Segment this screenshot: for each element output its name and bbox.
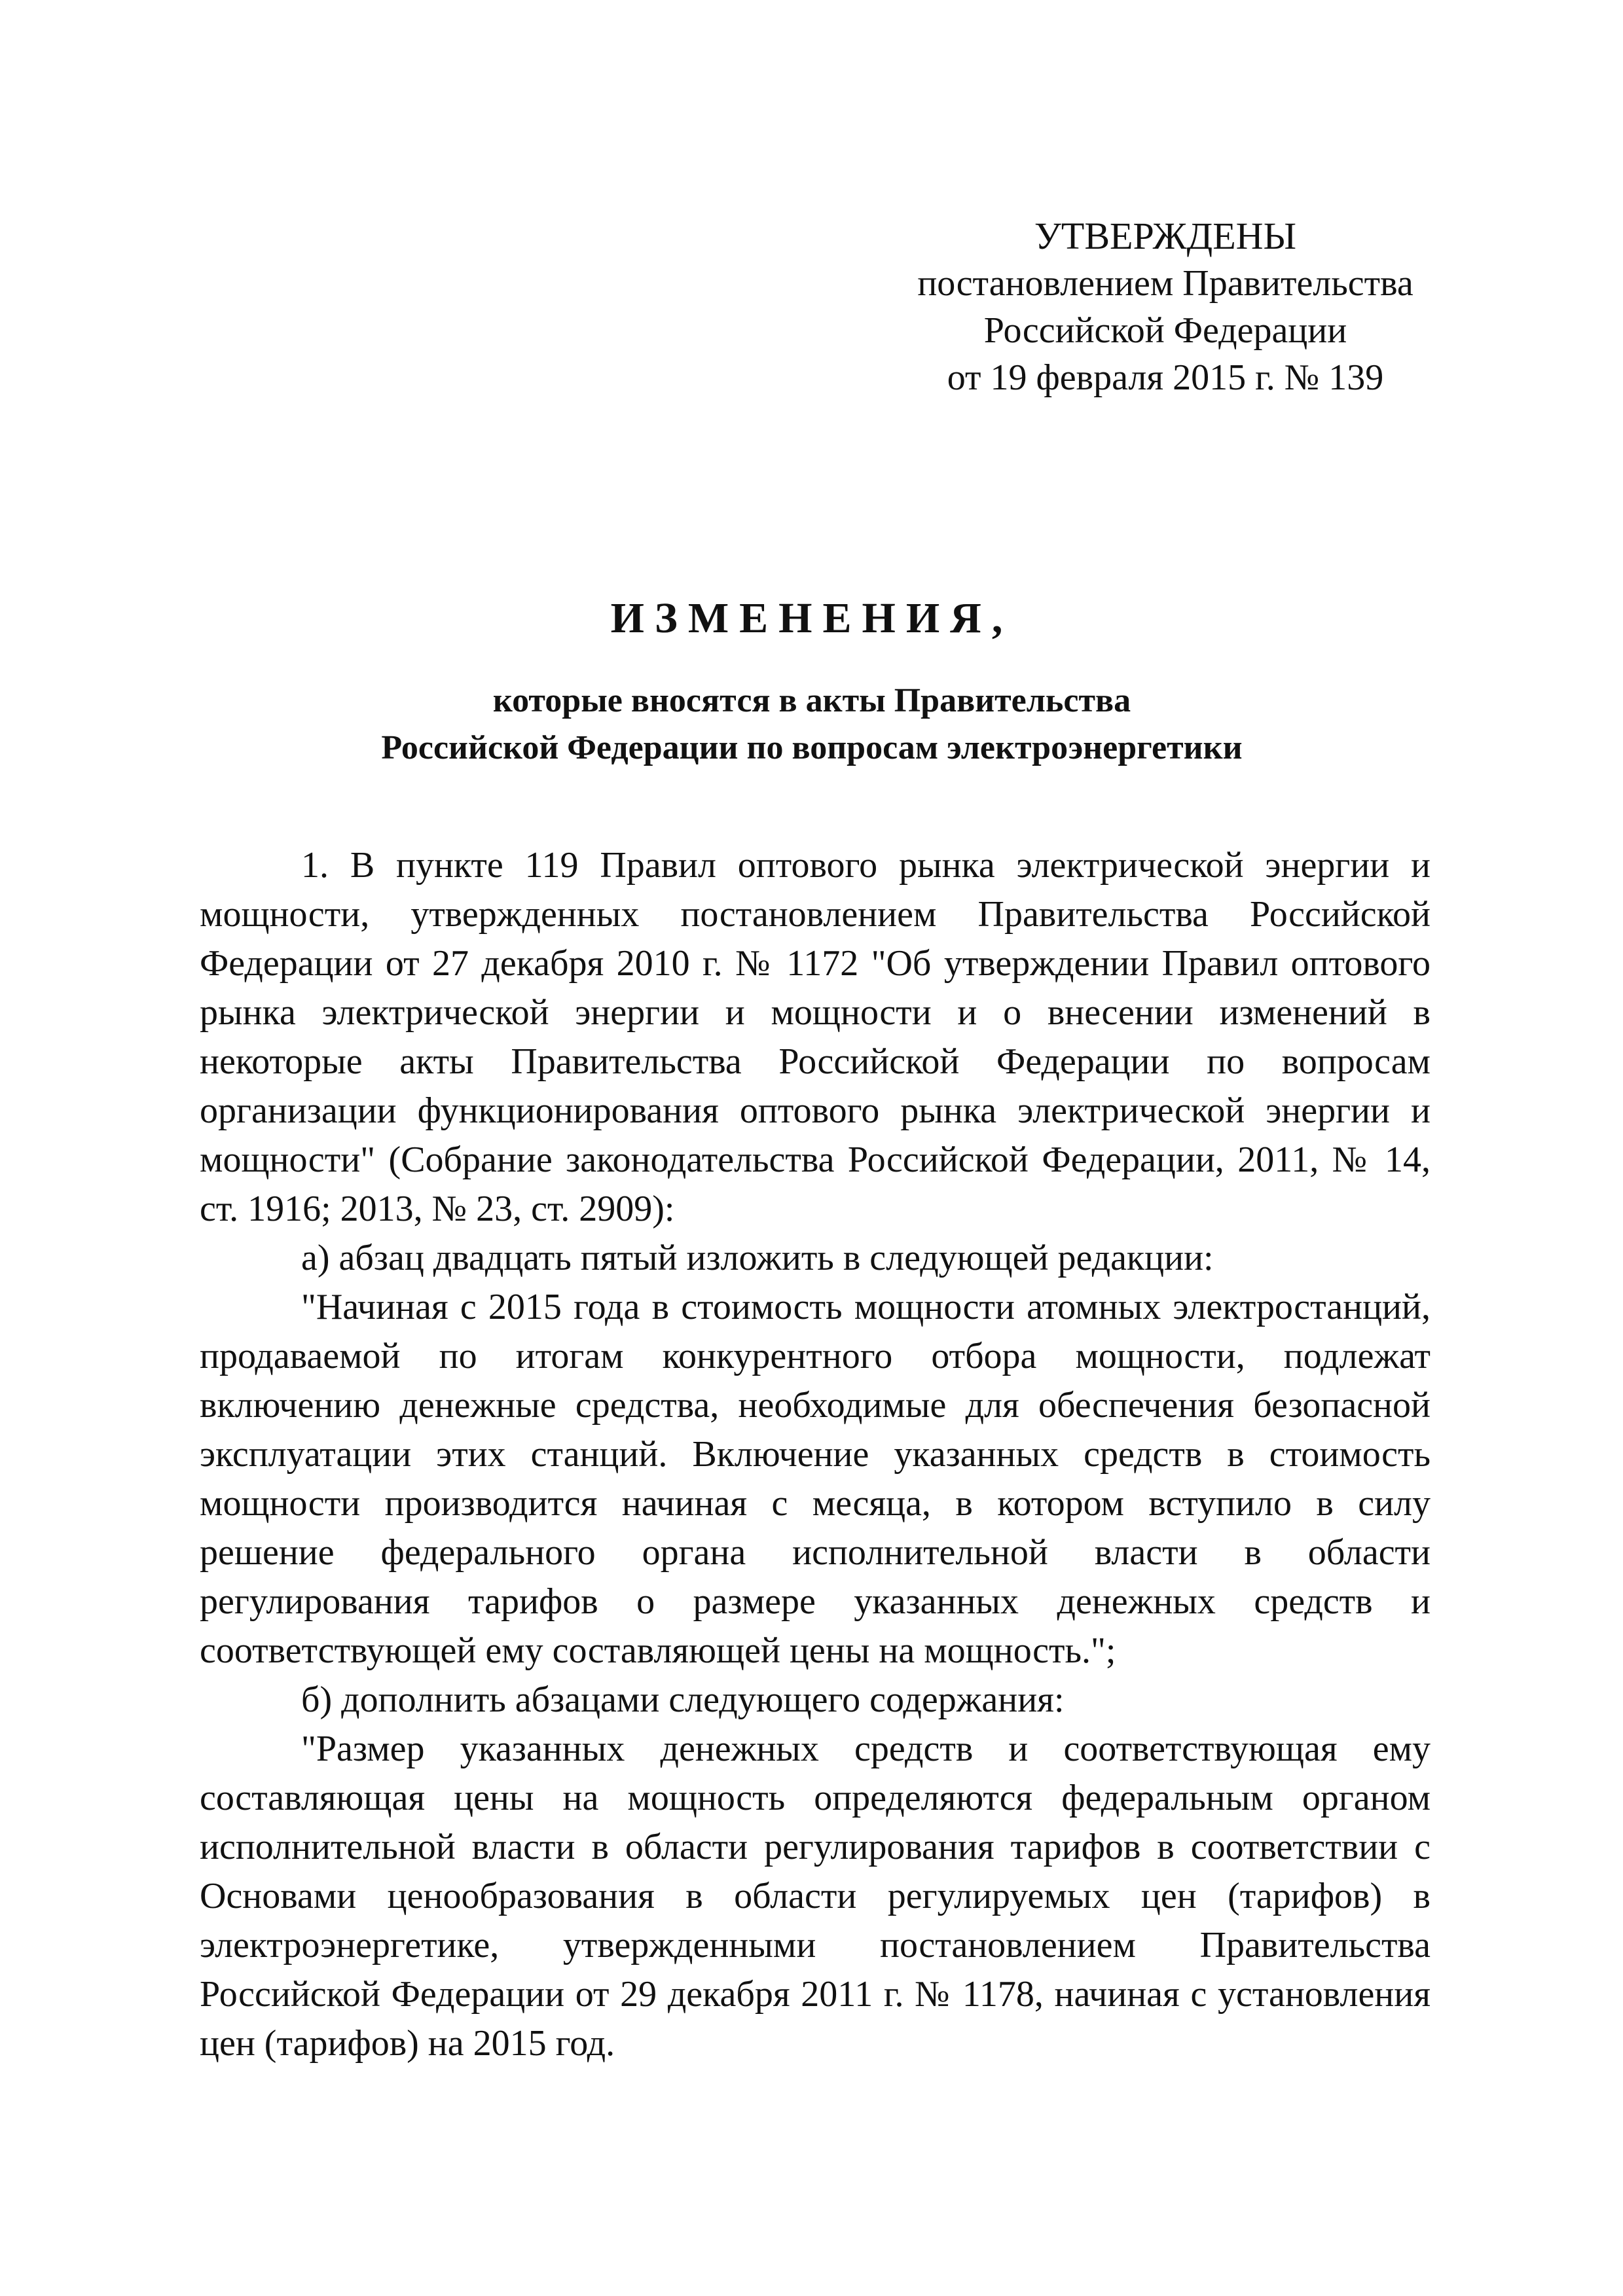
approval-line-date-number: от 19 февраля 2015 г. № 139 — [947, 357, 1384, 398]
approval-title: УТВЕРЖДЕНЫ — [1034, 215, 1297, 257]
paragraph-quote-2: "Размер указанных денежных средств и соответствующая ему составляющая цены на мощность определяются федеральным органом исполнительной власти в области регулирования тарифов в соответствии с Основами ценообразования в области регулируемых цен (тарифов) в электроэнергетике, утвержденными постановлением Правительства Российской Федерации от 29 декабря 2011 г. № 1178, начиная с установления цен (тарифов) на 2015 год. — [200, 1729, 1431, 2064]
document-body — [200, 841, 1431, 2068]
document-heading — [196, 592, 1427, 772]
paragraph-subitem-b: б) дополнить абзацами следующего содержания: — [301, 1679, 1065, 1720]
document-title: ИЗМЕНЕНИЯ, — [610, 594, 1013, 642]
paragraph-item-1: 1. В пункте 119 Правил оптового рынка электрической энергии и мощности, утвержденных постановлением Правительства Российской Федерации от 27 декабря 2010 г. № 1172 "Об утверждении Правил оптового рынка электрической энергии и мощности и о внесении изменений в некоторые акты Правительства Российской Федерации по вопросам организации функционирования оптового рынка электрической энергии и мощности" (Собрание законодательства Российской Федерации, 2011, № 14, ст. 1916; 2013, № 23, ст. 2909): — [200, 845, 1431, 1229]
document-subtitle-line-2: Российской Федерации по вопросам электроэнергетики — [381, 729, 1243, 766]
approval-line-federation: Российской Федерации — [983, 310, 1347, 351]
approval-stamp — [871, 213, 1460, 401]
paragraph-subitem-a: а) абзац двадцать пятый изложить в следующей редакции: — [301, 1238, 1214, 1278]
document-subtitle-line-1: которые вносятся в акты Правительства — [492, 682, 1131, 719]
paragraph-quote-1: "Начиная с 2015 года в стоимость мощности атомных электростанций, продаваемой по итогам конкурентного отбора мощности, подлежат включению денежные средства, необходимые для обеспечения безопасной эксплуатации этих станций. Включение указанных средств в стоимость мощности производится начиная с месяца, в котором вступило в силу решение федерального органа исполнительной власти в области регулирования тарифов о размере указанных денежных средств и соответствующей ему составляющей цены на мощность."; — [200, 1287, 1431, 1671]
approval-line-decree: постановлением Правительства — [917, 263, 1413, 304]
